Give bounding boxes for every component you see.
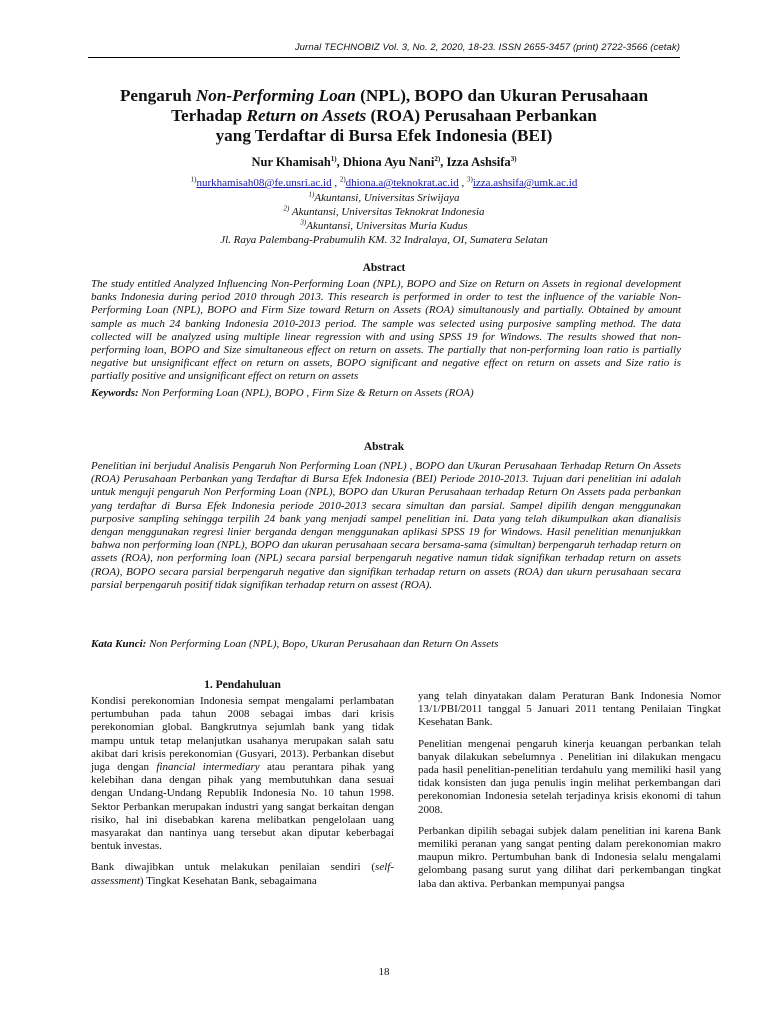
title-text: Terhadap <box>171 106 247 125</box>
address: Jl. Raya Palembang-Prabumulih KM. 32 Indralaya, OI, Sumatera Selatan <box>220 234 548 246</box>
header-rule <box>88 57 680 58</box>
body-column-left <box>91 695 394 896</box>
author-name: Izza Ashsifa <box>446 155 511 169</box>
paragraph <box>91 695 394 853</box>
paragraph-text: Kondisi perekonomian Indonesia sempat mengalami perlambatan pertumbuhan pada tahun 2008 sebagai imbas dari krisis perekonomian global. Bangkrutnya sejumlah bank yang tidak mampu untuk tetap melanjutkan usahanya merupakan salah satu akibat dari krisis perekonomian (Gusyari, 2013). Perbankan disebut juga dengan <box>91 695 394 774</box>
author-sup: 2) <box>434 154 441 163</box>
paragraph: yang telah dinyatakan dalam Peraturan Bank Indonesia Nomor 13/1/PBI/2011 tanggal 5 Januari 2011 tentang Penilaian Tingkat Kesehatan Bank. <box>418 690 721 729</box>
title-text: (NPL), BOPO dan Ukuran Perusahaan <box>355 86 649 105</box>
author-name: Dhiona Ayu Nani <box>342 155 435 169</box>
author-sup: 1) <box>330 154 337 163</box>
email-link[interactable]: dhiona.a@teknokrat.ac.id <box>345 177 459 189</box>
abstrak-heading: Abstrak <box>363 441 405 453</box>
email-link[interactable]: izza.ashsifa@umk.ac.id <box>472 177 578 189</box>
author-separator: , <box>440 155 447 169</box>
email-sup: 1) <box>190 175 197 184</box>
paper-title <box>88 86 680 146</box>
email-separator: , <box>458 177 467 189</box>
kata-kunci <box>91 638 681 650</box>
affiliation-sup: 3) <box>300 218 307 227</box>
section-heading: 1. Pendahuluan <box>204 679 281 691</box>
affiliation <box>88 206 680 218</box>
paragraph: Penelitian mengenai pengaruh kinerja keuangan perbankan telah banyak dilakukan sebelumnya . Penelitian ini dilakukan mengacu pada hasil penelitian-penelitian terdahulu yang memiliki hasil yang tidak konsisten dan juga penulis ingin melihat perkembangan dari perekonomian Indonesia setelah terjadinya krisis ekonomi di tahun 2008. <box>418 737 721 816</box>
journal-header: Jurnal TECHNOBIZ Vol. 3, No. 2, 2020, 18-23. ISSN 2655-3457 (print) 2722-3566 (cetak) <box>294 42 680 53</box>
abstract-heading: Abstract <box>362 262 406 274</box>
affiliation-text: Akuntansi, Universitas Teknokrat Indonesia <box>289 206 485 218</box>
affiliation <box>88 220 680 232</box>
author-separator: , <box>336 155 343 169</box>
affiliation-sup: 1) <box>308 190 315 199</box>
title-italic: Return on Assets <box>246 106 367 125</box>
title-text: (ROA) Perusahaan Perbankan <box>366 106 597 125</box>
paragraph <box>91 861 394 887</box>
title-text: Pengaruh <box>119 86 196 105</box>
email-list <box>88 177 680 189</box>
title-line-2 <box>88 106 680 126</box>
author-list <box>88 155 680 170</box>
paragraph-text: ) Tingkat Kesehatan Bank, sebagaimana <box>139 874 317 887</box>
author-sup: 3) <box>510 154 517 163</box>
email-sup: 2) <box>339 175 346 184</box>
email-link[interactable]: nurkhamisah08@fe.unsri.ac.id <box>196 177 332 189</box>
paragraph: Perbankan dipilih sebagai subjek dalam penelitian ini karena Bank memiliki peranan yang sangat penting dalam perekonomian makro maupun mikro. Pertumbuhan bank di Indonesia selalu mengalami gelombang pasang surut yang dilihat dari perkembangan tingkat laba dan aktiva. Perbankan mempunyai pangsa <box>418 824 721 890</box>
page-number: 18 <box>378 966 390 978</box>
title-italic: Non-Performing Loan <box>195 86 356 105</box>
paragraph-italic: financial intermediary <box>156 761 260 774</box>
kata-kunci-text: Non Performing Loan (NPL), Bopo, Ukuran Perusahaan dan Return On Assets <box>146 638 499 650</box>
affiliation-text: Akuntansi, Universitas Sriwijaya <box>314 192 460 204</box>
keywords-text: Non Performing Loan (NPL), BOPO , Firm Size & Return on Assets (ROA) <box>138 387 474 399</box>
author-name: Nur Khamisah <box>251 155 331 169</box>
abstrak-body: Penelitian ini berjudul Analisis Pengaruh Non Performing Loan (NPL) , BOPO dan Ukuran Perusahaan Terhadap Return On Assets (ROA) Perusahaan Perbankan yang Terdaftar di Bursa Efek Indonesia (BEI) Periode 2010-2013. Tujuan dari penelitian ini adalah untuk menguji pengaruh Non Performing Loan (NPL), BOPO dan Ukuran Perusahaan terhadap Return On Assets pada perbankan yang terdaftar di Bursa Efek Indonesia periode 2010-2013 secara simultan dan parsial. Sampel dipilih dengan menggunakan purposive sampling sehingga terpilih 24 bank yang menjadi sampel penelitian ini. Data yang telah dikumpulkan akan dianalisis dengan menggunakan regresi linier berganda dengan menggunakan aplikasi SPSS 19 for Windows. Hasil penelitian menunjukkan bahwa non performing loan (NPL), BOPO dan ukuran perusahaan secara bersama-sama (simultan) berpengaruh terhadap return on assets (ROA), non performing loan (NPL) secara parsial berpengaruh negative namun tidak signifikan terhadap return on assets (ROA), BOPO secara parsial berpengaruh negative dan signifikan terhadap return on assets (ROA) dan ukurn perusahaan secara parsial berpengaruh positif tidak signifikan terhadap return on assest (ROA). <box>91 460 681 591</box>
abstract-body: The study entitled Analyzed Influencing Non-Performing Loan (NPL), BOPO and Size on Return on Assets in regional development banks Indonesia during period 2010 through 2013. This research is performed in order to test the influence of the variable Non-Performing Loan (NPL), BOPO and Firm Size toward Return on Assets (ROA) simultanously and partially. Obtained by amount sample as much 24 banking Indonesia 2010-2013 period. The sample was selected using purposive sampling method. The data collected will be analyzed using multiple linear regression with and using SPSS 19 for Windows. The results showed that non-performing loan, BOPO and Size simultaneous effect on return on assets. The partially that non-performing loan ratio is partially negative but unsignificant effect on return on assets, BOPO significant and negative effect on return on assets and Size ratio is partially positive and unsignificant effect on return on assets <box>91 278 681 383</box>
body-column-right <box>418 690 721 899</box>
title-line-3: yang Terdaftar di Bursa Efek Indonesia (BEI) <box>215 126 553 145</box>
paragraph-italic: self-assessment <box>91 861 394 887</box>
email-sup: 3) <box>466 175 473 184</box>
paragraph-text: Bank diwajibkan untuk melakukan penilaian sendiri ( <box>91 861 376 874</box>
affiliation-text: Akuntansi, Universitas Muria Kudus <box>306 220 468 232</box>
paragraph-text: atau perantara pihak yang kelebihan dana dengan pihak yang membutuhkan dana sesuai dengan Undang-Undang Republik Indonesia No. 10 tahun 1998. Sektor Perbankan merupakan industri yang sangat berkaitan dengan risiko, hal ini disebabkan karena melibatkan pengelolaan uang masyarakat dan nantinya uang tersebut akan diputar keberbagai bentuk investas. <box>91 761 394 853</box>
title-line-1 <box>88 86 680 106</box>
email-separator: , <box>331 177 340 189</box>
keywords-label: Keywords: <box>91 387 139 399</box>
affiliation <box>88 192 680 204</box>
keywords <box>91 387 681 399</box>
affiliation-sup: 2) <box>283 204 290 213</box>
kata-kunci-label: Kata Kunci: <box>91 638 147 650</box>
